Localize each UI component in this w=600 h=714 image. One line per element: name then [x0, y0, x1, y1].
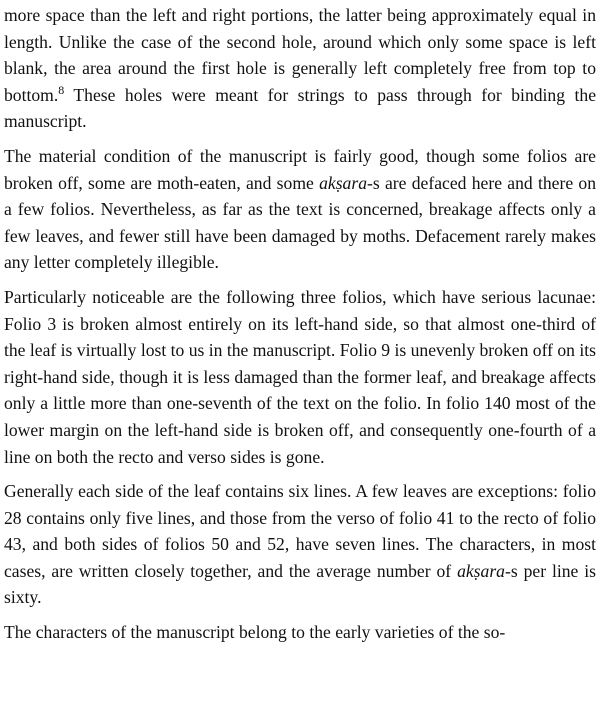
- text-span: The characters of the manuscript belong to the early varieties of the so-: [4, 622, 506, 643]
- text-span: -s are defaced here and there on a few folios. Nevertheless, as far as the text is concerned, breakage affects only a few leaves, and fewer still have been damaged by moths. Defacement rarely makes any letter completely illegible.: [4, 172, 596, 273]
- paragraph-characters: [4, 619, 596, 646]
- paragraph-lines-per-leaf: [4, 478, 596, 611]
- document-page: [4, 0, 596, 654]
- text-span: Particularly noticeable are the following three folios, which have serious lacunae: Folio 3 is broken almost entirely on its left-hand side, so that almost one-third of the leaf is virtually lost to us in the manuscript. Folio 9 is unevenly broken off on its right-hand side, though it is less damaged than the former leaf, and breakage affects only a little more than one-seventh of the text on the folio. In folio 140 most of the lower margin on the left-hand side is broken off, and consequently one-fourth of a line on both the recto and verso sides is gone.: [4, 286, 596, 467]
- paragraph-lacunae: [4, 284, 596, 470]
- text-span: The material condition of the manuscript is fairly good, though some folios are broken off, some are moth-eaten, and some: [4, 145, 596, 193]
- text-span: Generally each side of the leaf contains six lines. A few leaves are exceptions: folio 28 contains only five lines, and those from the verso of folio 41 to the recto of folio 43, and both sides of folios 50 and 52, have seven lines. The characters, in most cases, are written closely together, and the average number of: [4, 481, 596, 581]
- text-span: more space than the left and right portions, the latter being approximately equal in length. Unlike the case of the second hole, around which only some space is left blank, the area around the first hole is generally left completely free from top to bottom.: [4, 5, 596, 105]
- italic-term: akṣara: [319, 172, 368, 193]
- footnote-marker: 8: [58, 82, 65, 97]
- text-span: -s per line is sixty.: [4, 560, 596, 608]
- paragraph-holes: [4, 2, 596, 135]
- italic-term: akṣara: [457, 560, 505, 581]
- paragraph-material-condition: [4, 143, 596, 276]
- text-span: These holes were meant for strings to pass through for binding the manuscript.: [4, 84, 596, 132]
